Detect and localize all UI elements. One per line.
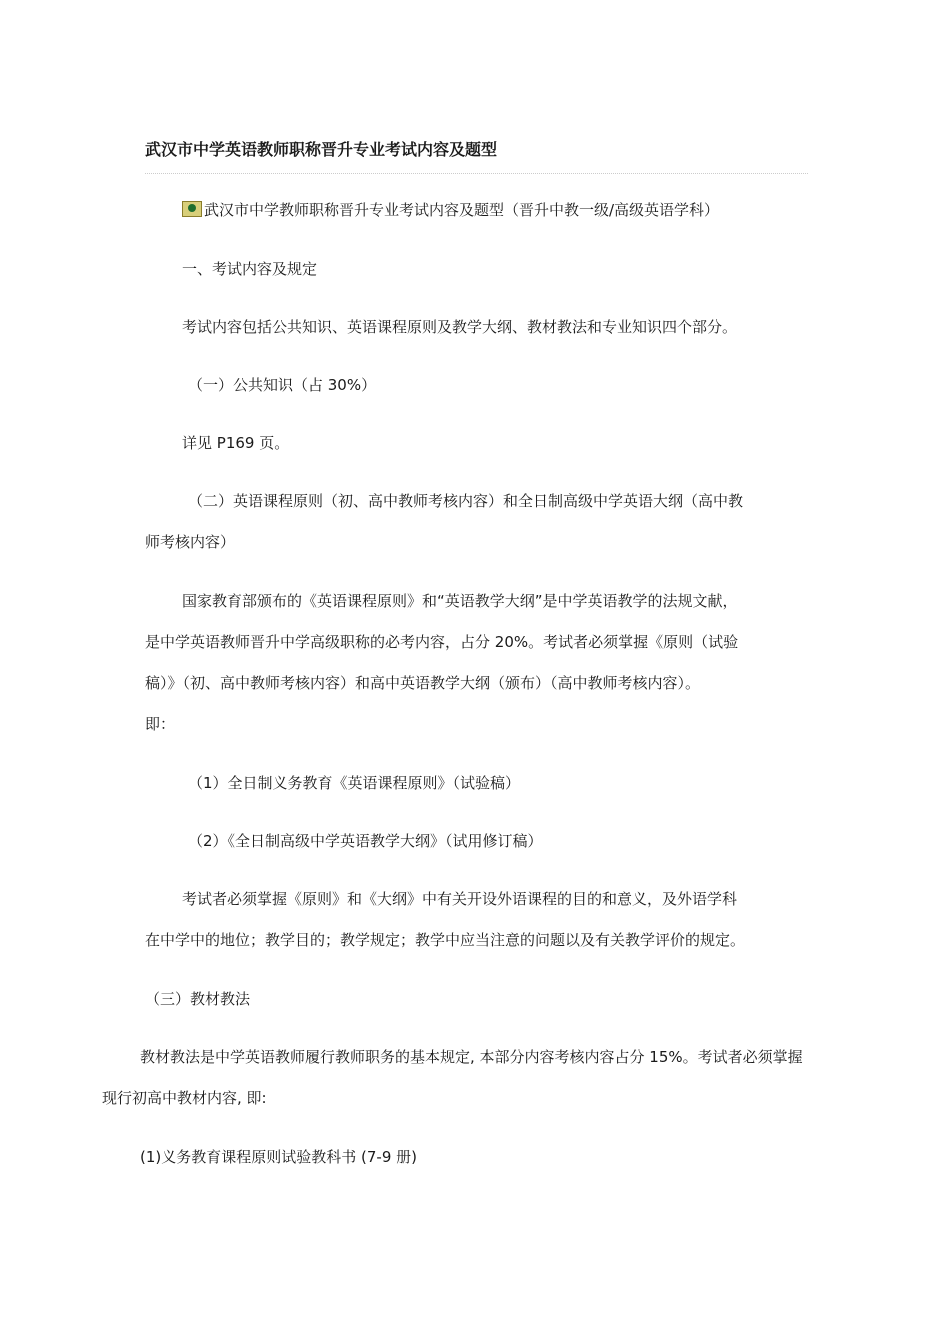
paragraph: 详见 P169 页。 (182, 434, 290, 452)
paragraph-line: 现行初高中教材内容, 即: (102, 1089, 267, 1107)
title-divider (145, 173, 808, 174)
paragraph: 考试者必须掌握《原则》和《大纲》中有关开设外语课程的目的和意义，及外语学科 (182, 890, 738, 908)
subsection-heading: （一）公共知识（占 30%） (188, 376, 377, 394)
list-item: (1)义务教育课程原则试验教科书 (7-9 册) (140, 1148, 417, 1166)
subtitle-line (182, 200, 719, 220)
subsection-heading: （三）教材教法 (145, 990, 251, 1008)
paragraph: 教材教法是中学英语教师履行教师职务的基本规定, 本部分内容考核内容占分 15%。考试者必须掌握 (140, 1048, 803, 1066)
subsection-heading: （二）英语课程原则（初、高中教师考核内容）和全日制高级中学英语大纲（高中教 (188, 492, 744, 510)
paragraph: 国家教育部颁布的《英语课程原则》和“英语教学大纲”是中学英语教学的法规文献， (182, 592, 738, 610)
section-heading: 一、考试内容及规定 (182, 260, 318, 278)
paragraph-line: 稿）》（初、高中教师考核内容）和高中英语教学大纲（颁布）（高中教师考核内容）。 (145, 674, 701, 692)
subsection-heading-cont: 师考核内容） (145, 533, 236, 551)
list-item: （1）全日制义务教育《英语课程原则》（试验稿） (188, 774, 521, 792)
subtitle: 武汉市中学教师职称晋升专业考试内容及题型（晋升中教一级/高级英语学科） (204, 201, 720, 219)
article-title: 武汉市中学英语教师职称晋升专业考试内容及题型 (145, 140, 498, 159)
paragraph: 考试内容包括公共知识、英语课程原则及教学大纲、教材教法和专业知识四个部分。 (182, 318, 738, 336)
paragraph-line: 即： (145, 715, 176, 733)
paragraph-line: 在中学中的地位；教学目的；教学规定；教学中应当注意的问题以及有关教学评价的规定。 (145, 931, 746, 949)
list-item: （2）《全日制高级中学英语教学大纲》（试用修订稿） (188, 832, 543, 850)
paragraph-line: 是中学英语教师晋升中学高级职称的必考内容，占分 20%。考试者必须掌握《原则（试验 (145, 633, 739, 651)
document-icon (182, 201, 202, 217)
